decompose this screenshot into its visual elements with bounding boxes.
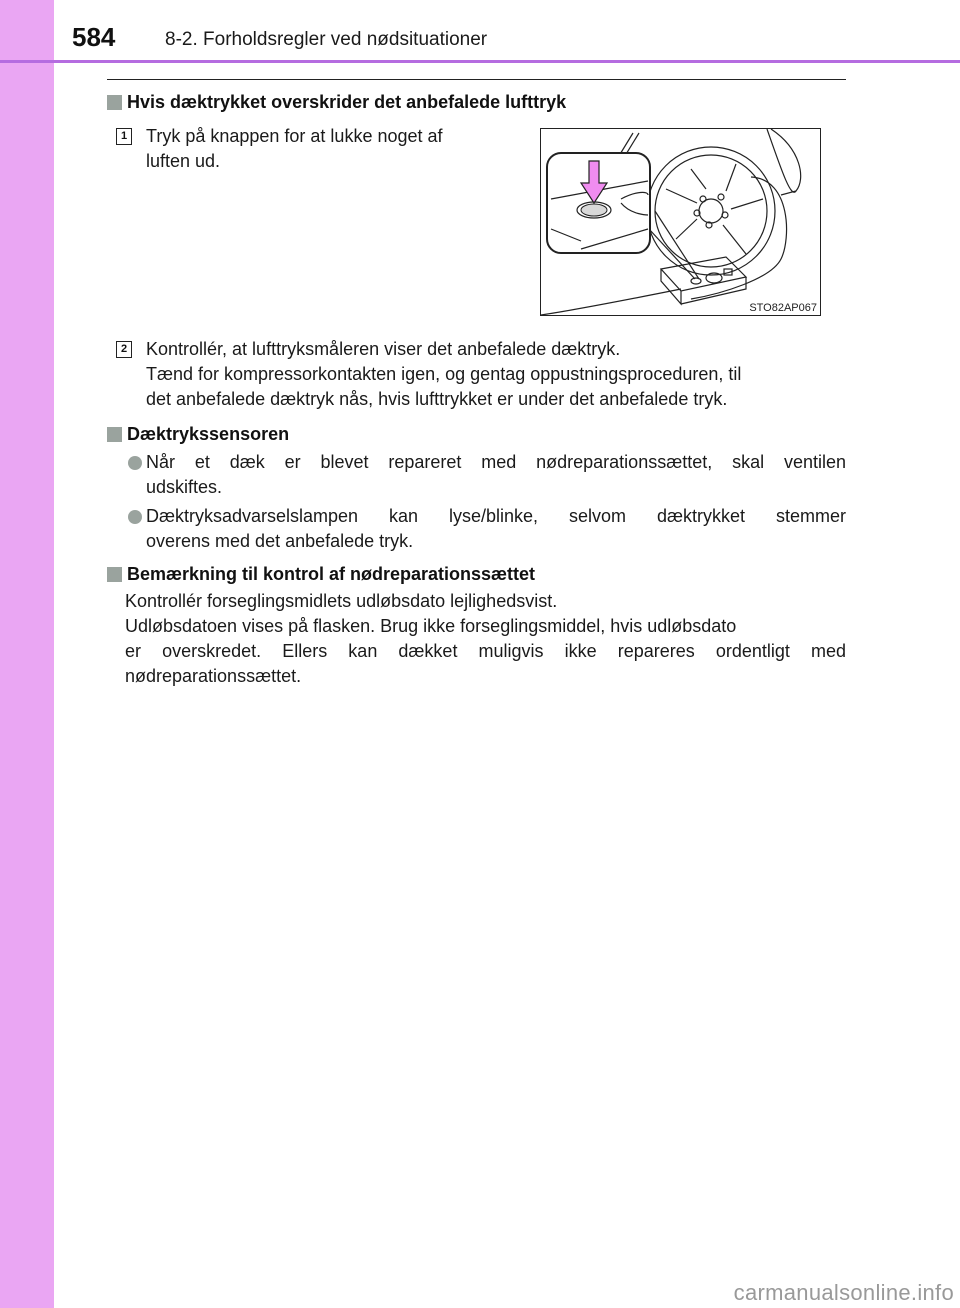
step-2-line-2: Tænd for kompressorkontakten igen, og gentag oppustningsproceduren, til xyxy=(146,364,742,384)
tire-compressor-illustration-icon xyxy=(541,129,821,316)
watermark: carmanualsonline.info xyxy=(733,1280,954,1305)
step-1-text xyxy=(146,124,518,174)
heading-text: Bemærkning til kontrol af nødreparationssættet xyxy=(127,564,536,584)
page-header xyxy=(54,0,960,60)
heading-text: Hvis dæktrykket overskrider det anbefalede lufttryk xyxy=(127,92,567,112)
bullet-2-line-2: overens med det anbefalede tryk. xyxy=(146,531,414,551)
step-2-text xyxy=(146,337,846,412)
heading-repair-kit-note xyxy=(107,564,535,585)
bullet-1-line-2: udskiftes. xyxy=(146,477,223,497)
page-number: 584 xyxy=(72,22,116,52)
bullet-1-line-1: Når et dæk er blevet repareret med nødreparationssættet, skal ventilen xyxy=(146,452,846,472)
chapter-sidebar-tab xyxy=(0,0,54,1308)
bullet-2-text xyxy=(146,504,846,554)
header-rule xyxy=(0,60,960,63)
bullet-2-line-1: Dæktryksadvarselslampen kan lyse/blinke, selvom dæktrykket stemmer xyxy=(146,506,846,526)
compressor-figure xyxy=(540,128,821,316)
repair-kit-note-text xyxy=(125,589,846,689)
heading-overpressure xyxy=(107,92,566,113)
heading-square-icon xyxy=(107,427,122,442)
step-1-badge: 1 xyxy=(116,128,132,145)
bullet-icon xyxy=(128,510,142,524)
note-line-1: Kontrollér forseglingsmidlets udløbsdato lejlighedsvist. xyxy=(125,591,558,611)
bullet-1-text xyxy=(146,450,846,500)
bullet-icon xyxy=(128,456,142,470)
step-2-line-1: Kontrollér, at lufttryksmåleren viser det anbefalede dæktryk. xyxy=(146,339,621,359)
heading-tire-pressure-sensor xyxy=(107,424,289,445)
step-1-line-1: Tryk på knappen for at lukke noget af xyxy=(146,126,443,146)
step-2-line-3: det anbefalede dæktryk nås, hvis lufttrykket er under det anbefalede tryk. xyxy=(146,389,728,409)
heading-text: Dæktrykssensoren xyxy=(127,424,290,444)
note-line-2: Udløbsdatoen vises på flasken. Brug ikke forseglingsmiddel, hvis udløbsdato xyxy=(125,616,737,636)
section-title: 8-2. Forholdsregler ved nødsituationer xyxy=(165,29,488,50)
step-2-badge: 2 xyxy=(116,341,132,358)
note-line-4: nødreparationssættet. xyxy=(125,666,302,686)
heading-square-icon xyxy=(107,95,122,110)
figure-code-label: STO82AP067 xyxy=(749,302,817,314)
step-1-line-2: luften ud. xyxy=(146,151,221,171)
note-line-3: er overskredet. Ellers kan dækket muligvis ikke repareres ordentligt med xyxy=(125,641,846,661)
content-top-rule xyxy=(107,79,846,80)
heading-square-icon xyxy=(107,567,122,582)
